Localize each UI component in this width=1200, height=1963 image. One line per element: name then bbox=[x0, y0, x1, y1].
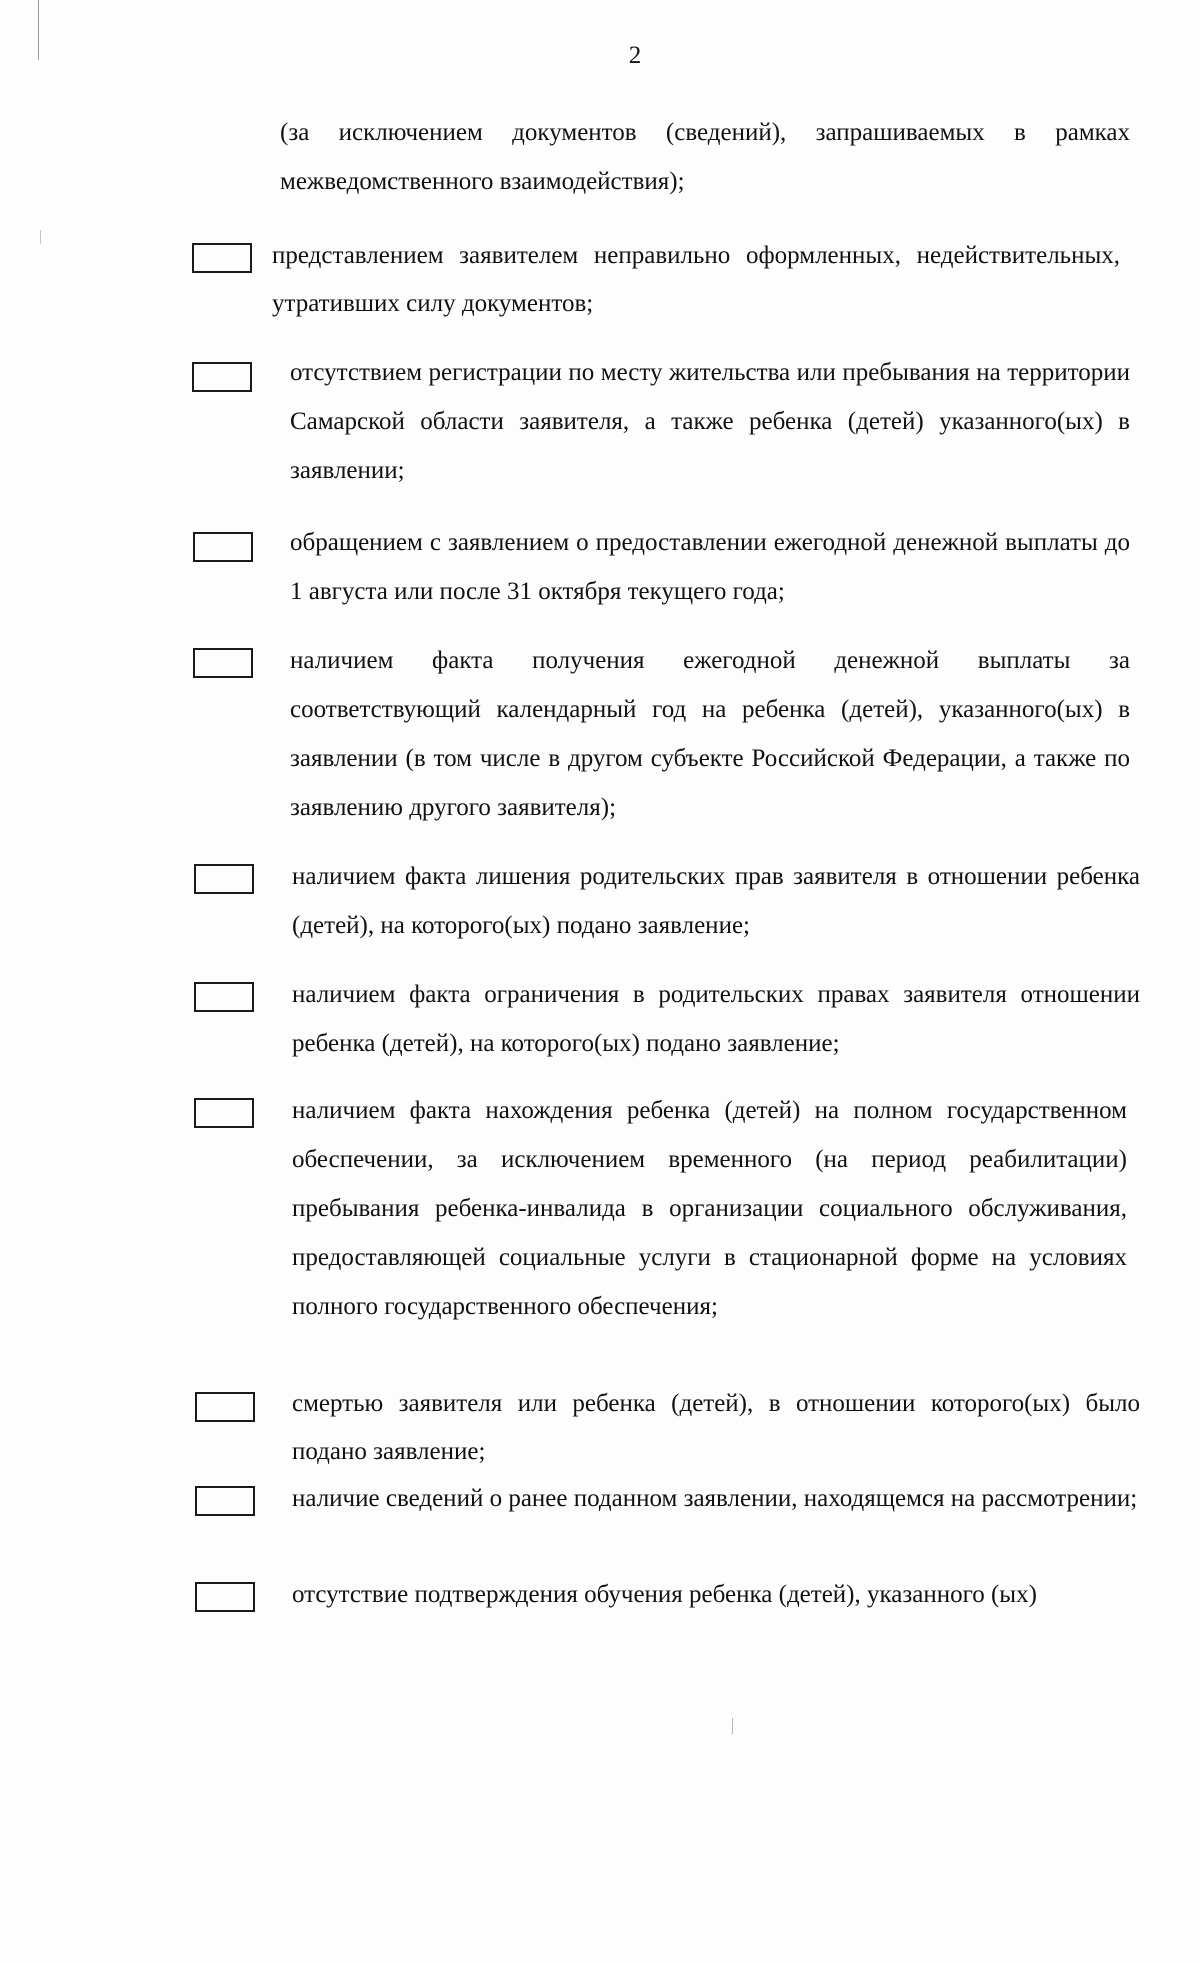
item-text-4: наличием факта получения ежегодной денежной выплаты за соответствующий календарный год на ребенка (детей), указанного(ых) в заявлении (в том числе в другом субъекте Российской Федерации, а также по заявлению другого заявителя); bbox=[290, 647, 1130, 821]
item-text-3: обращением с заявлением о предоставлении ежегодной денежной выплаты до 1 августа или после 31 октября текущего года; bbox=[290, 529, 1130, 605]
item-text-2: отсутствием регистрации по месту жительства или пребывания на территории Самарской области заявителя, а также ребенка (детей) указанного(ых) в заявлении; bbox=[290, 359, 1130, 484]
item-text-10: отсутствие подтверждения обучения ребенка (детей), указанного (ых) bbox=[292, 1581, 1037, 1608]
item-text-5: наличием факта лишения родительских прав заявителя в отношении ребенка (детей), на которого(ых) подано заявление; bbox=[292, 863, 1140, 939]
checkbox-item-7[interactable] bbox=[194, 1098, 254, 1128]
scan-edge-mark bbox=[40, 230, 41, 244]
item-text-9: наличие сведений о ранее поданном заявлении, находящемся на рассмотрении; bbox=[292, 1485, 1138, 1512]
page-number: 2 bbox=[628, 42, 642, 69]
checkbox-item-10[interactable] bbox=[195, 1582, 255, 1612]
checkbox-item-6[interactable] bbox=[194, 982, 254, 1012]
checkbox-item-4[interactable] bbox=[193, 648, 253, 678]
item-text-8: смертью заявителя или ребенка (детей), в отношении которого(ых) было подано заявление; bbox=[292, 1390, 1140, 1465]
item-text-1: представлением заявителем неправильно оформленных, недействительных, утративших силу документов; bbox=[272, 242, 1120, 317]
checkbox-item-8[interactable] bbox=[195, 1392, 255, 1422]
checkbox-item-1[interactable] bbox=[192, 243, 252, 273]
intro-paragraph: (за исключением документов (сведений), запрашиваемых в рамках межведомственного взаимодействия); bbox=[280, 119, 1130, 195]
checkbox-item-3[interactable] bbox=[193, 532, 253, 562]
checkbox-item-2[interactable] bbox=[192, 362, 252, 392]
checkbox-item-5[interactable] bbox=[194, 864, 254, 894]
scan-speck bbox=[732, 1718, 733, 1734]
item-text-6: наличием факта ограничения в родительских правах заявителя отношении ребенка (детей), на которого(ых) подано заявление; bbox=[292, 981, 1140, 1057]
checkbox-item-9[interactable] bbox=[195, 1486, 255, 1516]
item-text-7: наличием факта нахождения ребенка (детей) на полном государственном обеспечении, за исключением временного (на период реабилитации) пребывания ребенка-инвалида в организации социального обслуживания, предоставляющей социальные услуги в стационарной форме на условиях полного государственного обеспечения; bbox=[292, 1097, 1127, 1320]
